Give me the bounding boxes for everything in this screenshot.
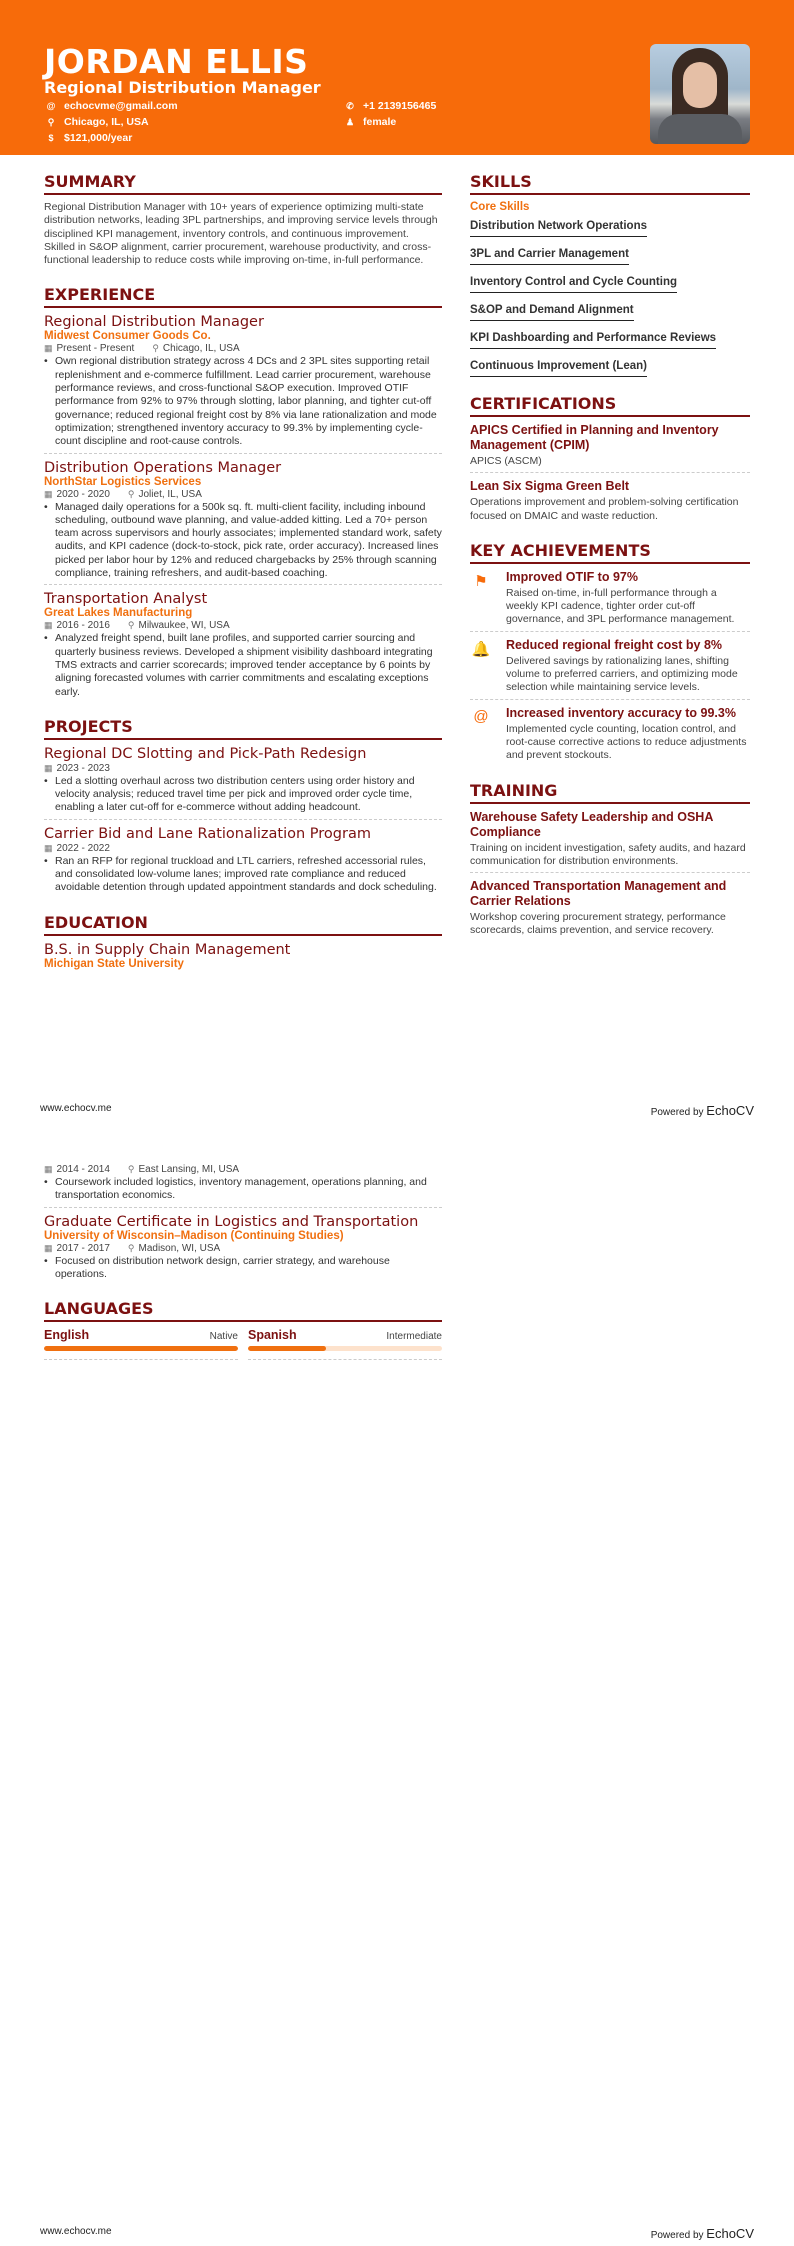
skill-item: S&OP and Demand Alignment	[470, 304, 634, 321]
company-name: Great Lakes Manufacturing	[44, 607, 193, 620]
at-icon: @	[46, 101, 56, 111]
bullet-text: • Ran an RFP for regional truckload and LTL carriers, refreshed accessorial rules, and consolidated low-volume lanes; improved rate compliance and reduced avoidable detention through updated appointment standards and dock scheduling.	[44, 855, 442, 895]
map-pin-icon: ⚲	[127, 1242, 135, 1253]
location: Joliet, IL, USA	[138, 488, 202, 500]
project-title: Regional DC Slotting and Pick-Path Redesign	[44, 745, 367, 762]
achievement-title: Reduced regional freight cost by 8%	[506, 637, 723, 652]
divider	[44, 1207, 442, 1208]
location: Milwaukee, WI, USA	[138, 620, 230, 632]
project-entry	[44, 826, 442, 895]
calendar-icon: ▦	[44, 1164, 53, 1174]
dates: 2014 - 2014	[56, 1164, 110, 1175]
bookmark-slash-icon: ⚑	[474, 572, 488, 590]
cert-title: APICS Certified in Planning and Inventory Management (CPIM)	[470, 423, 719, 452]
phone-icon: ✆	[346, 100, 354, 111]
project-entry	[44, 746, 442, 815]
email-text: echocvme@gmail.com	[64, 100, 178, 112]
contact-salary	[46, 132, 132, 144]
divider	[44, 1359, 238, 1360]
candidate-title: Regional Distribution Manager	[44, 78, 321, 97]
job-title: Transportation Analyst	[44, 591, 208, 608]
achievement-desc: Implemented cycle counting, location control, and root-cause corrective actions to reduce adjustments and prevent stockouts.	[506, 722, 747, 762]
skills-section	[470, 172, 750, 384]
bullet-text: • Managed daily operations for a 500k sq. ft. multi-client facility, including inbound scheduling, outbound wave planning, and value-added kitting. Led a 70+ person team across supervisors and hourly associates; implemented standard work, safety audits, and KPI cadence (dock-to-stock, pick rate, order accuracy). Increased lines picked per labor hour by 12% and reduced chargebacks by 25% through scanning compliance, training refreshers, and audit-based coaching.	[44, 501, 442, 581]
candidate-name: JORDAN ELLIS	[44, 42, 309, 81]
proficiency-bar	[248, 1346, 442, 1351]
divider	[470, 472, 750, 473]
section-heading: EDUCATION	[44, 913, 442, 936]
left-column-page-2	[44, 1163, 442, 1366]
dates: Present - Present	[56, 343, 135, 355]
language-name: English	[44, 1328, 90, 1343]
footer-powered: Powered by EchoCV	[650, 1103, 754, 1118]
projects-section	[44, 717, 442, 895]
divider	[470, 872, 750, 873]
experience-section	[44, 285, 442, 698]
entry-meta	[44, 1164, 442, 1175]
achievement-desc: Delivered savings by rationalizing lanes, shifting volume to preferred carriers, and optimizing mode selection while maintaining service levels.	[506, 654, 738, 694]
brand-name: EchoCV	[706, 1103, 754, 1118]
bell-icon: 🔔	[471, 640, 491, 658]
calendar-icon: ▦	[44, 842, 53, 853]
languages-section	[44, 1299, 442, 1366]
map-pin-icon: ⚲	[127, 488, 135, 499]
language-level: Intermediate	[386, 1331, 442, 1343]
location: Chicago, IL, USA	[162, 343, 240, 355]
phone-text: +1 2139156465	[363, 100, 437, 112]
divider	[470, 699, 750, 700]
dates: 2022 - 2022	[56, 842, 110, 854]
divider	[44, 584, 442, 585]
skill-item: Distribution Network Operations	[470, 220, 647, 237]
section-heading: CERTIFICATIONS	[470, 394, 750, 417]
footer-powered: Powered by EchoCV	[650, 2226, 754, 2241]
training-title: Advanced Transportation Management and Carrier Relations	[470, 879, 727, 909]
cert-title: Lean Six Sigma Green Belt	[470, 479, 630, 494]
gender-text: female	[363, 116, 397, 128]
cert-description: Operations improvement and problem-solving certification focused on DMAIC and waste reduction.	[470, 496, 739, 522]
summary-paragraph: Regional Distribution Manager with 10+ years of experience optimizing multi-state distribution networks, leading 3PL partnerships, and improving service levels through disciplined KPI management, inventory controls, and continuous improvement.	[44, 201, 438, 240]
left-column	[44, 172, 442, 970]
summary-paragraph: Skilled in S&OP alignment, carrier procurement, warehouse productivity, and cross-functional leadership to reduce costs while improving on-time, in-full performance.	[44, 240, 432, 267]
bullet-text: • Analyzed freight spend, built lane profiles, and supported carrier sourcing and quarterly business reviews. Developed a shipment visibility dashboard integrating TMS extracts and carrier scorecards; improved tender acceptance by 6 points by aligning forecasted volumes with carrier commitments and escalating exceptions early.	[44, 632, 442, 698]
contact-phone[interactable]	[345, 100, 436, 112]
language-level: Native	[209, 1331, 238, 1343]
calendar-icon: ▦	[44, 762, 53, 773]
skill-item: Inventory Control and Cycle Counting	[470, 276, 677, 293]
page-footer	[40, 2226, 754, 2241]
training-desc: Training on incident investigation, safety audits, and hazard communication for distribution environments.	[470, 841, 746, 867]
cert-issuer: APICS (ASCM)	[470, 455, 542, 467]
certifications-section	[470, 394, 750, 523]
language-name: Spanish	[248, 1328, 297, 1343]
achievement-item	[470, 706, 750, 763]
right-column	[470, 172, 750, 938]
language-item	[248, 1328, 442, 1366]
section-heading: EXPERIENCE	[44, 285, 442, 308]
bullet-text: • Focused on distribution network design, carrier strategy, and warehouse operations.	[44, 1255, 442, 1282]
achievement-title: Improved OTIF to 97%	[506, 569, 638, 584]
location: Madison, WI, USA	[138, 1242, 221, 1254]
entry-meta	[44, 489, 442, 500]
dates: 2020 - 2020	[56, 488, 110, 500]
at-sign-icon: @	[473, 707, 489, 725]
experience-entry	[44, 591, 442, 698]
skill-category: Core Skills	[470, 201, 530, 213]
achievement-item	[470, 570, 750, 627]
divider	[44, 453, 442, 454]
training-desc: Workshop covering procurement strategy, performance scorecards, claims prevention, and service recovery.	[470, 911, 726, 937]
page-footer	[40, 1103, 754, 1118]
contact-email[interactable]	[46, 100, 178, 112]
dates: 2016 - 2016	[56, 620, 110, 632]
entry-meta	[44, 843, 442, 854]
profile-photo	[650, 44, 750, 144]
experience-entry	[44, 460, 442, 581]
location: East Lansing, MI, USA	[138, 1164, 240, 1175]
calendar-icon: ▦	[44, 343, 53, 354]
bullet-text: • Own regional distribution strategy across 4 DCs and 2 3PL sites supporting retail replenishment and e-commerce fulfillment. Lead carrier procurement, warehouse performance reviews, and cross-functional S&OP execution. Improved OTIF performance from 92% to 97% through slotting, labor planning, and tighter cut-off governance; reduced regional freight cost by 8% via lane rationalization and mode optimization; strengthened inventory accuracy to 99.3% by implementing cycle-count discipline and root-cause controls.	[44, 355, 442, 448]
school-name: Michigan State University	[44, 957, 184, 970]
training-section	[470, 781, 750, 938]
bullet-text: • Coursework included logistics, inventory management, operations planning, and transportation economics.	[44, 1176, 442, 1203]
entry-meta	[44, 763, 442, 774]
training-title: Warehouse Safety Leadership and OSHA Compliance	[470, 809, 713, 839]
footer-site-link[interactable]: www.echocv.me	[40, 2226, 112, 2237]
section-heading: KEY ACHIEVEMENTS	[470, 541, 750, 564]
salary-text: $121,000/year	[64, 132, 133, 144]
money-icon: $	[48, 133, 54, 143]
divider	[44, 819, 442, 820]
brand-name: EchoCV	[706, 2226, 754, 2241]
skill-item: Continuous Improvement (Lean)	[470, 360, 647, 377]
section-heading: PROJECTS	[44, 717, 442, 740]
proficiency-bar	[44, 1346, 238, 1351]
degree-title: B.S. in Supply Chain Management	[44, 941, 291, 958]
skill-item: 3PL and Carrier Management	[470, 248, 629, 265]
bullet-text: • Led a slotting overhaul across two distribution centers using order history and velocity analysis; reduced travel time per pick and improved order cycle time, enabling a later cut-off for e-commerce without adding headcount.	[44, 775, 442, 815]
entry-meta	[44, 620, 442, 631]
dates: 2023 - 2023	[56, 762, 110, 774]
entry-meta	[44, 1243, 442, 1254]
company-name: NorthStar Logistics Services	[44, 475, 202, 488]
footer-site-link[interactable]: www.echocv.me	[40, 1103, 112, 1114]
language-item	[44, 1328, 238, 1366]
school-name: University of Wisconsin–Madison (Continuing Studies)	[44, 1229, 344, 1242]
dates: 2017 - 2017	[56, 1242, 110, 1254]
achievement-desc: Raised on-time, in-full performance through a weekly KPI cadence, tighter order cut-off governance, and 3PL performance management.	[506, 586, 735, 626]
calendar-icon: ▦	[44, 1242, 53, 1253]
achievements-section	[470, 541, 750, 763]
user-icon: ♟	[345, 116, 355, 127]
map-pin-icon: ⚲	[127, 1164, 135, 1174]
summary-section	[44, 172, 442, 267]
divider	[470, 631, 750, 632]
contact-gender	[345, 116, 396, 128]
degree-title: Graduate Certificate in Logistics and Transportation	[44, 1213, 419, 1230]
entry-meta	[44, 343, 442, 354]
calendar-icon: ▦	[44, 620, 53, 631]
resume-header	[0, 0, 794, 155]
achievement-item	[470, 638, 750, 695]
calendar-icon: ▦	[44, 488, 53, 499]
map-pin-icon: ⚲	[47, 116, 55, 127]
map-pin-icon: ⚲	[152, 343, 159, 354]
map-pin-icon: ⚲	[127, 620, 135, 631]
contact-location	[46, 116, 149, 128]
experience-entry	[44, 314, 442, 448]
skill-item: KPI Dashboarding and Performance Reviews	[470, 332, 716, 349]
section-heading: SKILLS	[470, 172, 750, 195]
section-heading: SUMMARY	[44, 172, 442, 195]
achievement-title: Increased inventory accuracy to 99.3%	[506, 705, 736, 720]
job-title: Distribution Operations Manager	[44, 459, 282, 476]
section-heading: LANGUAGES	[44, 1299, 442, 1322]
location-text: Chicago, IL, USA	[64, 116, 149, 128]
education-section	[44, 913, 442, 970]
divider	[248, 1359, 442, 1360]
job-title: Regional Distribution Manager	[44, 314, 264, 331]
project-title: Carrier Bid and Lane Rationalization Program	[44, 825, 371, 842]
section-heading: TRAINING	[470, 781, 750, 804]
company-name: Midwest Consumer Goods Co.	[44, 330, 211, 343]
